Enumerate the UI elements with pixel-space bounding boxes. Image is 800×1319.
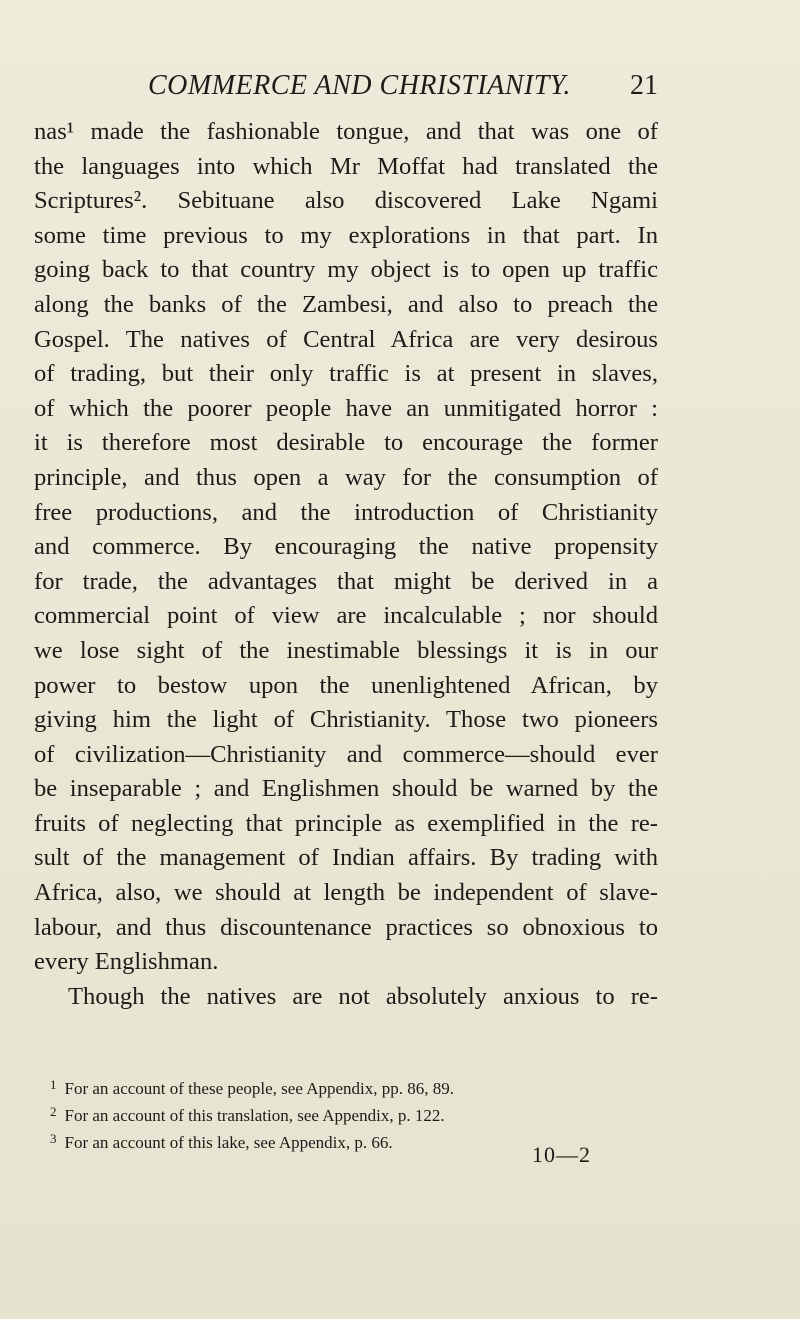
text-line: Scriptures². Sebituane also discovered Lake Ngami — [34, 187, 658, 215]
text-line: free productions, and the introduction of Christianity — [34, 498, 658, 526]
text-line: principle, and thus open a way for the consumption of — [34, 463, 658, 491]
paragraph-start-line: Though the natives are not absolutely anxious to re- — [68, 982, 658, 1010]
text-line: and commerce. By encouraging the native propensity — [34, 533, 658, 561]
text-line: of civilization—Christianity and commerce—should ever — [34, 740, 658, 768]
text-line: we lose sight of the inestimable blessings it is in our — [34, 636, 658, 664]
footnote-text: For an account of this translation, see Appendix, p. 122. — [64, 1106, 445, 1125]
text-line: fruits of neglecting that principle as exemplified in the re- — [34, 809, 658, 837]
text-line: for trade, the advantages that might be derived in a — [34, 567, 658, 595]
text-line: commercial point of view are incalculable ; nor should — [34, 602, 658, 630]
text-line: be inseparable ; and Englishmen should be warned by the — [34, 775, 658, 803]
text-line: giving him the light of Christianity. Those two pioneers — [34, 706, 658, 734]
footnote-mark: 2 — [50, 1104, 57, 1119]
text-line: Africa, also, we should at length be independent of slave- — [34, 879, 658, 907]
text-line: going back to that country my object is to open up traffic — [34, 256, 658, 284]
text-line: Gospel. The natives of Central Africa are very desirous — [34, 325, 658, 353]
text-line: nas¹ made the fashionable tongue, and that was one of — [34, 118, 658, 145]
text-line: some time previous to my explorations in that part. In — [34, 221, 658, 249]
paragraph-end-line: every Englishman. — [34, 948, 219, 976]
footnote-mark: 1 — [50, 1077, 57, 1092]
footnote — [50, 1100, 610, 1127]
text-line: power to bestow upon the unenlightened African, by — [34, 671, 658, 699]
running-head — [148, 70, 658, 110]
footnote — [50, 1073, 610, 1100]
footnote-mark: 3 — [50, 1131, 57, 1146]
body-text — [34, 115, 658, 1014]
text-line: of which the poorer people have an unmitigated horror : — [34, 394, 658, 422]
text-line: it is therefore most desirable to encourage the former — [34, 429, 658, 457]
text-line: of trading, but their only traffic is at present in slaves, — [34, 360, 658, 388]
footnote — [50, 1127, 610, 1154]
signature-mark: 10—2 — [532, 1142, 591, 1167]
page-number: 21 — [630, 70, 658, 101]
footnotes — [50, 1073, 610, 1154]
text-line: labour, and thus discountenance practices so obnoxious to — [34, 913, 658, 941]
footnote-text: For an account of these people, see Appendix, pp. 86, 89. — [64, 1079, 454, 1098]
running-title: COMMERCE AND CHRISTIANITY. — [148, 70, 571, 101]
text-line: along the banks of the Zambesi, and also to preach the — [34, 290, 658, 318]
text-line: sult of the management of Indian affairs. By trading with — [34, 844, 658, 872]
text-line: the languages into which Mr Moffat had translated the — [34, 152, 658, 180]
footnote-text: For an account of this lake, see Appendix, p. 66. — [64, 1133, 393, 1152]
